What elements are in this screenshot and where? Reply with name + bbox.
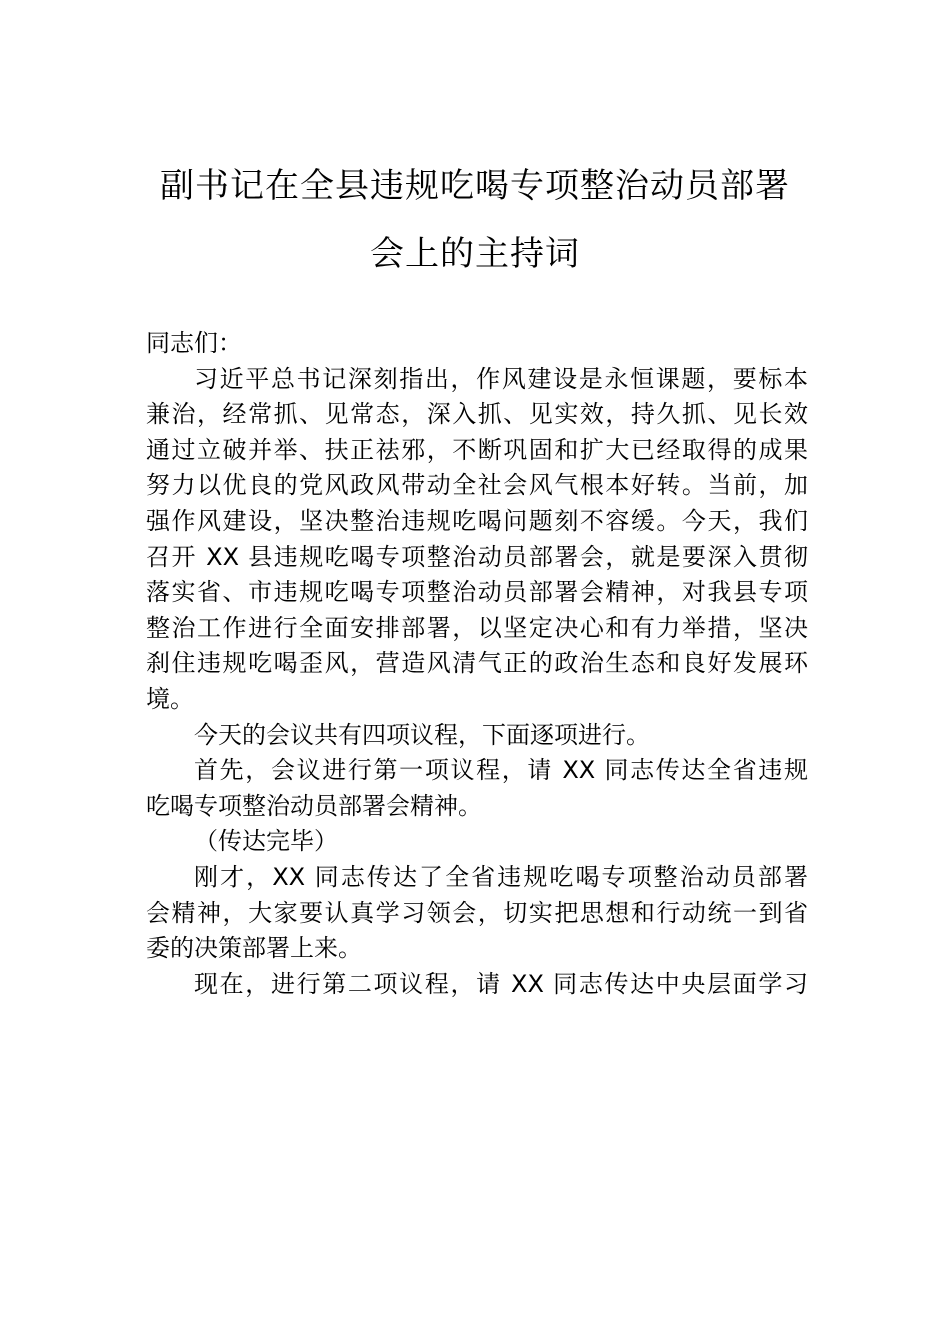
document-title-line-1: 副书记在全县违规吃喝专项整治动员部署 — [160, 166, 790, 206]
body-text-line: 同志们： — [146, 329, 242, 357]
document-title-line-2: 会上的主持词 — [370, 234, 580, 274]
body-text-line: 吃喝专项整治动员部署会精神。 — [146, 791, 482, 820]
body-text-line: 落实省、市违规吃喝专项整治动员部署会精神，对我县专项 — [146, 578, 808, 607]
body-text-line: 刹住违规吃喝歪风，营造风清气正的政治生态和良好发展环 — [146, 649, 808, 678]
body-text-line: 现在，进行第二项议程，请 XX 同志传达中央层面学习 — [194, 969, 808, 998]
body-text-line: 委的决策部署上来。 — [146, 934, 362, 963]
body-text-line: 强作风建设，坚决整治违规吃喝问题刻不容缓。今天，我们 — [146, 506, 808, 535]
body-text-line: 首先，会议进行第一项议程，请 XX 同志传达全省违规 — [194, 756, 808, 785]
body-text-line: 努力以优良的党风政风带动全社会风气根本好转。当前，加 — [146, 471, 808, 500]
body-text-line: （传达完毕） — [194, 827, 338, 856]
body-text-line: 通过立破并举、扶正祛邪，不断巩固和扩大已经取得的成果 — [146, 435, 808, 464]
document-body — [146, 326, 808, 1002]
body-text-line: 习近平总书记深刻指出，作风建设是永恒课题，要标本 — [194, 364, 808, 393]
body-text-line: 刚才，XX 同志传达了全省违规吃喝专项整治动员部署 — [194, 862, 808, 891]
body-text-line: 兼治，经常抓、见常态，深入抓、见实效，持久抓、见长效 — [146, 400, 808, 429]
body-text-line: 整治工作进行全面安排部署，以坚定决心和有力举措，坚决 — [146, 613, 808, 642]
body-text-line: 会精神，大家要认真学习领会，切实把思想和行动统一到省 — [146, 898, 808, 927]
body-text-line: 境。 — [146, 684, 194, 713]
body-text-line: 今天的会议共有四项议程，下面逐项进行。 — [194, 720, 650, 749]
body-text-line: 召开 XX 县违规吃喝专项整治动员部署会，就是要深入贯彻 — [146, 542, 808, 571]
